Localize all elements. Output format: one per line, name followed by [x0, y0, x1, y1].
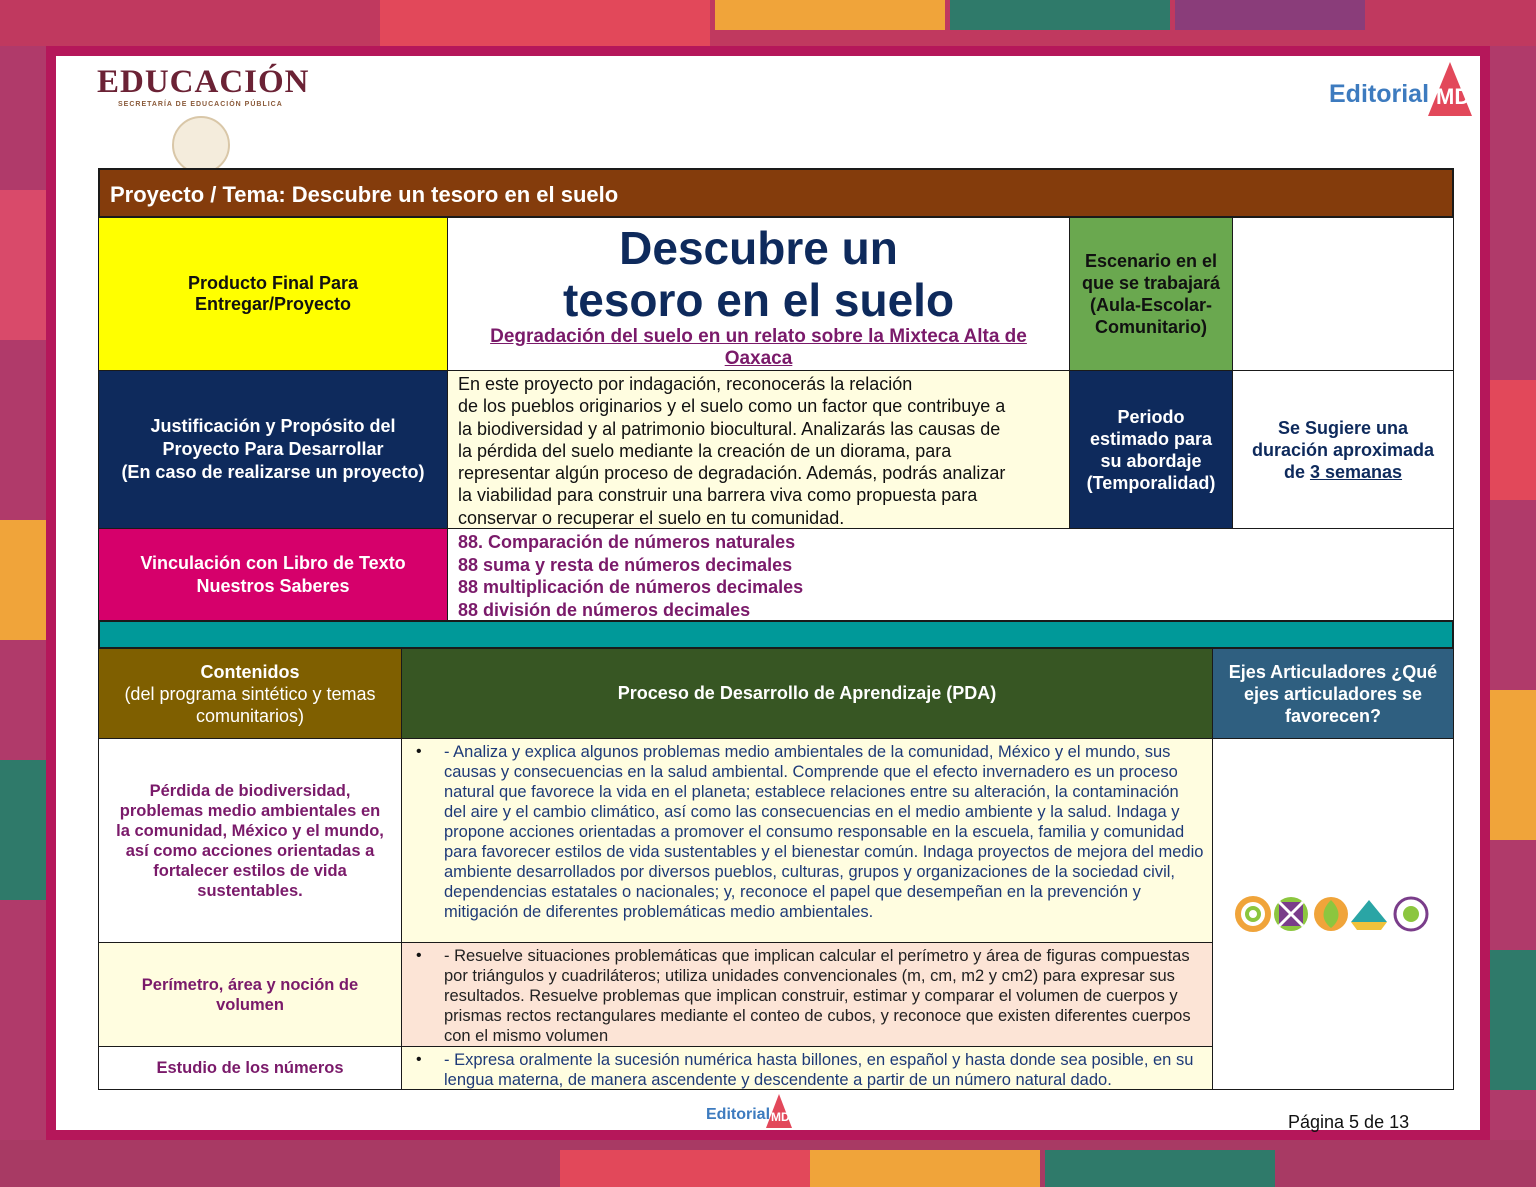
background-block [1175, 0, 1365, 30]
textbook-item: 88 división de números decimales [458, 599, 751, 620]
scenario-label-cell: Escenario en el que se trabajará (Aula-Escolar-Comunitario) [1069, 217, 1233, 371]
background-block [1490, 950, 1536, 1090]
justification-line: conservar o recuperar el suelo en tu comunidad. [458, 507, 845, 528]
pda-text: - Analiza y explica algunos problemas medio ambientales de la comunidad, México y el mundo, sus causas y consecuencias en la salud ambiental. Comprende que el efecto invernadero es un proceso natural que favorece la vida en el planeta; establece relaciones entre su alteración, la contaminación del aire y el cambio climático, así como las consecuencias en el medio ambiente y la salud. Indaga y propone acciones orientadas a promover el consumo responsable en la escuela, familia y comunidad para favorecer estilos de vida sustentables y el bienestar común. Indaga proyectos de mejora del medio ambiente desarrollados por diversos pueblos, culturas, grupos y organizaciones de la sociedad civil, dependencias estatales o nacionales; y, reconoce el papel que desempeñan en la prevención y mitigación de diferentes problemáticas medio ambientales. [444, 743, 1204, 921]
axes-header-cell: Ejes Articuladores ¿Qué ejes articuladores se favorecen? [1212, 648, 1454, 739]
justification-line: En este proyecto por indagación, reconocerás la relación [458, 374, 913, 394]
textbook-item: 88 suma y resta de números decimales [458, 554, 793, 575]
product-label-line1: Producto Final Para [187, 273, 359, 293]
justification-text-cell [447, 370, 1070, 529]
justification-line: representar algún proceso de degradación. Además, podrás analizar [458, 463, 1006, 484]
product-label-line2: Entregar/Proyecto [194, 294, 352, 314]
background-block [0, 760, 46, 900]
content-cell: Perímetro, área y noción de volumen [98, 942, 402, 1047]
page-number: Página 5 de 13 [1288, 1112, 1410, 1132]
background-block [715, 0, 945, 30]
axis-arts-icon [1395, 898, 1427, 930]
justification-line: la pérdida del suelo mediante la creación de un diorama, para [458, 440, 952, 461]
axis-interculturality-icon [1314, 897, 1348, 931]
background-block [380, 0, 710, 46]
editorial-logo-text: Editorial [1329, 80, 1430, 108]
content-cell: Pérdida de biodiversidad, problemas medio ambientales en la comunidad, México y el mundo, así como acciones orientadas a fortalecer estilos de vida sustentables. [98, 738, 402, 943]
period-value-link[interactable]: 3 semanas [1309, 461, 1403, 482]
sep-logo-subtitle: SECRETARÍA DE EDUCACIÓN PÚBLICA [118, 101, 283, 108]
contents-header-subtitle: (del programa sintético y temas comunitarios) [124, 683, 376, 726]
big-title-line2: tesoro en el suelo [562, 274, 955, 326]
articulating-axes-icons [1235, 892, 1431, 936]
background-block [1490, 690, 1536, 840]
justification-text [458, 373, 1005, 529]
pda-cell [401, 738, 1213, 943]
textbook-item: 88. Comparación de números naturales [458, 532, 796, 552]
contents-header-title: Contenidos [200, 661, 300, 682]
svg-text:MD: MD [1436, 84, 1471, 109]
textbook-link-label-line2: Nuestros Saberes [196, 575, 350, 596]
pda-cell [401, 1046, 1213, 1090]
national-seal-icon [172, 116, 230, 174]
product-label-cell [98, 217, 448, 371]
justification-line: la biodiversidad y al patrimonio biocultural. Analizarás las causas de [458, 418, 1001, 439]
period-value-text: Se Sugiere una duración aproximada de [1251, 417, 1435, 482]
bullet-icon: • [416, 1051, 422, 1068]
axis-equality-icon [1351, 900, 1387, 930]
pda-text: - Resuelve situaciones problemáticas que implican calcular el perímetro y área de figuras compuestas por triángulos y cuadriláteros; utiliza unidades convencionales (m, cm, m2 y cm2) para expresar sus resultados. Resuelve problemas que implican construir, estimar y comparar el volumen de cuerpos y prismas rectos rectangulares mediante el conteo de cubos, y reconoce que existen diferentes cuerpos con el mismo volumen [444, 947, 1191, 1045]
justification-label-line1: Justificación y Propósito del [150, 416, 396, 436]
justification-label-line3: (En caso de realizarse un proyecto) [121, 462, 425, 482]
textbook-link-label-line1: Vinculación con Libro de Texto [140, 552, 406, 573]
svg-text:MD: MD [771, 1110, 790, 1124]
justification-label-cell [98, 370, 448, 529]
axes-icons-cell [1212, 738, 1454, 1090]
project-header: Proyecto / Tema: Descubre un tesoro en el suelo [98, 168, 1454, 218]
textbook-link-label-cell [98, 528, 448, 621]
axis-inclusion-icon [1238, 899, 1268, 929]
justification-label-line2: Proyecto Para Desarrollar [162, 439, 384, 459]
background-block [1490, 380, 1536, 500]
section-divider [98, 620, 1454, 649]
sep-logo-title: EDUCACIÓN [97, 64, 310, 100]
background-block [1045, 1150, 1275, 1187]
period-label-cell: Periodo estimado para su abordaje (Temporalidad) [1069, 370, 1233, 529]
background-block [560, 1150, 810, 1187]
editorial-md-logo-icon [1424, 62, 1476, 116]
textbook-item: 88 multiplicación de números decimales [458, 577, 804, 597]
product-value-cell [447, 217, 1070, 371]
bullet-icon: • [416, 947, 422, 964]
background-block [810, 1150, 1040, 1187]
justification-line: la viabilidad para construir una barrera viva como propuesta para [458, 485, 978, 506]
period-value-cell [1232, 370, 1454, 529]
pda-text: - Expresa oralmente la sucesión numérica hasta billones, en español y hasta donde sea posible, en su lengua materna, de manera ascendente y descendente a partir de un número natural dado. [444, 1051, 1194, 1089]
footer-md-logo-icon [764, 1094, 794, 1128]
footer-editorial-logo-text: Editorial [706, 1106, 771, 1123]
background-block [0, 520, 46, 640]
background-block [950, 0, 1170, 30]
subtitle-link[interactable]: Degradación del suelo en un relato sobre la Mixteca Alta de Oaxaca [490, 326, 1027, 369]
scenario-value-cell [1232, 217, 1454, 371]
pda-header-cell: Proceso de Desarrollo de Aprendizaje (PDA) [401, 648, 1213, 739]
bullet-icon: • [416, 743, 422, 760]
content-cell: Estudio de los números [98, 1046, 402, 1090]
pda-cell [401, 942, 1213, 1047]
contents-header-cell [98, 648, 402, 739]
big-title-line1: Descubre un [619, 222, 898, 274]
background-block [0, 190, 46, 340]
textbook-link-list-cell [447, 528, 1454, 621]
justification-line: de los pueblos originarios y el suelo como un factor que contribuye a [458, 396, 1006, 417]
axis-critical-thinking-icon [1274, 897, 1308, 931]
